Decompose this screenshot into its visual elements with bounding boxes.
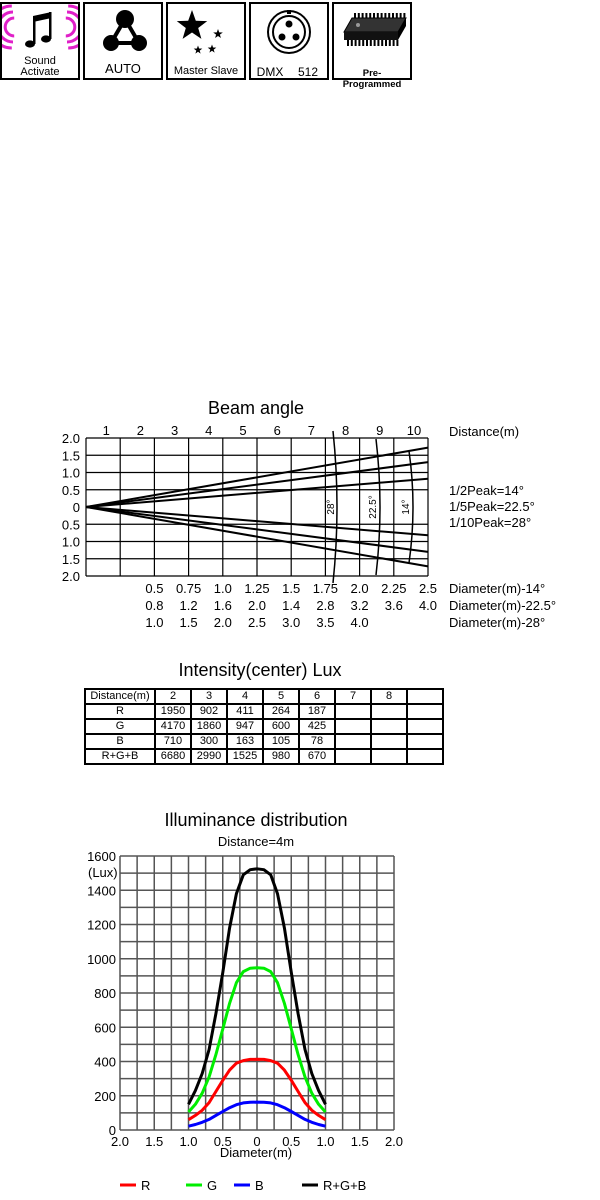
illum-y-tick: 400 bbox=[94, 1054, 116, 1070]
beam-x-tick: 3 bbox=[170, 423, 179, 438]
value-cell bbox=[407, 689, 443, 704]
beam-x-tick: 2 bbox=[136, 423, 145, 438]
illum-y-tick: 600 bbox=[94, 1020, 116, 1036]
sound-activate-icon bbox=[2, 4, 78, 54]
table-row bbox=[85, 734, 443, 749]
beam-x-tick: 9 bbox=[376, 423, 384, 438]
chip-pin-top-5 bbox=[373, 13, 375, 18]
dmx-label-1: DMX bbox=[256, 65, 284, 79]
row-label-cell: B bbox=[85, 734, 155, 749]
value-cell: 710 bbox=[155, 734, 191, 749]
sound-wave-left-0 bbox=[5, 18, 14, 36]
value-cell bbox=[335, 749, 371, 764]
chip-pin-top-10 bbox=[392, 13, 394, 18]
value-cell: 670 bbox=[299, 749, 335, 764]
value-cell: 600 bbox=[263, 719, 299, 734]
chip-pin-top-11 bbox=[396, 13, 398, 18]
master-slave-label: Master Slave bbox=[173, 65, 239, 77]
legend-label-B: B bbox=[255, 1178, 264, 1193]
beam-legend-item: 1/5Peak=22.5° bbox=[449, 499, 535, 514]
value-cell bbox=[407, 704, 443, 719]
pre-programmed-icon bbox=[334, 4, 410, 62]
beam-x-tick: 6 bbox=[273, 423, 281, 438]
value-cell: 980 bbox=[263, 749, 299, 764]
value-cell bbox=[335, 704, 371, 719]
value-cell: 6 bbox=[299, 689, 335, 704]
beam-angle-chart bbox=[0, 390, 600, 640]
chip-pin-bottom-4 bbox=[362, 40, 364, 46]
beam-diameter-value: 1.6 bbox=[213, 598, 232, 613]
beam-x-tick: 10 bbox=[406, 423, 422, 438]
chip-pin-bottom-1 bbox=[351, 40, 353, 46]
illum-x-tick: 1.0 bbox=[316, 1134, 335, 1149]
sound-wave-right-0 bbox=[66, 18, 75, 36]
dmx-box bbox=[249, 2, 329, 80]
auto-icon bbox=[85, 4, 161, 60]
value-cell bbox=[407, 734, 443, 749]
illum-y-tick: 1400 bbox=[87, 883, 116, 899]
beam-diameter-value: 2.8 bbox=[316, 598, 335, 613]
value-cell bbox=[371, 749, 407, 764]
illum-y-tick: 1600 bbox=[87, 849, 116, 864]
beam-diameter-value: 2.0 bbox=[247, 598, 267, 613]
chip-pin-top-0 bbox=[354, 13, 356, 18]
lux-table-title: Intensity(center) Lux bbox=[178, 660, 342, 680]
illum-x-tick: 0.5 bbox=[213, 1134, 232, 1149]
beam-y-tick: 1.5 bbox=[61, 551, 80, 567]
beam-diameter-row-label: Diameter(m)-28° bbox=[449, 615, 546, 630]
legend-label-R+G+B: R+G+B bbox=[323, 1178, 367, 1193]
beam-diameter-value: 2.5 bbox=[418, 581, 438, 596]
chip-pin-bottom-0 bbox=[347, 40, 349, 46]
beam-x-tick: 4 bbox=[205, 423, 213, 438]
chip-pin-bottom-12 bbox=[393, 40, 395, 46]
illum-y-tick: 200 bbox=[94, 1088, 116, 1104]
value-cell: 300 bbox=[191, 734, 227, 749]
beam-angle-label-2: 28° bbox=[326, 499, 337, 515]
chip-pin-bottom-13 bbox=[396, 40, 398, 46]
beam-title: Beam angle bbox=[207, 398, 305, 418]
chip-pin-top-6 bbox=[377, 13, 379, 18]
value-cell bbox=[335, 719, 371, 734]
legend-label-G: G bbox=[207, 1178, 218, 1193]
chip-pin-top-12 bbox=[400, 13, 402, 18]
beam-diameter-value: 0.5 bbox=[145, 581, 164, 596]
illum-x-tick: 1.5 bbox=[145, 1134, 164, 1149]
beam-diameter-value: 4.0 bbox=[350, 615, 369, 630]
illum-x-tick: 0.5 bbox=[282, 1134, 301, 1149]
illum-x-tick: 1.5 bbox=[350, 1134, 369, 1149]
illuminance-chart bbox=[0, 800, 600, 1200]
pre-programmed-label: Pre-Programmed bbox=[342, 68, 402, 90]
beam-diameter-value: 3.2 bbox=[350, 598, 369, 613]
beam-diameter-value: 1.0 bbox=[213, 581, 232, 596]
value-cell: 902 bbox=[191, 704, 227, 719]
chip-pin-bottom-2 bbox=[355, 40, 357, 46]
chip-pin-top-8 bbox=[384, 13, 386, 18]
illum-x-tick: 2.0 bbox=[384, 1134, 404, 1149]
beam-diameter-value: 1.5 bbox=[179, 615, 198, 630]
beam-diameter-value: 2.0 bbox=[213, 615, 232, 630]
beam-x-tick: 5 bbox=[239, 423, 247, 438]
chip-pin-bottom-3 bbox=[358, 40, 360, 46]
value-cell: 105 bbox=[263, 734, 299, 749]
beam-diameter-value: 3.0 bbox=[282, 615, 301, 630]
beam-diameter-value: 1.2 bbox=[179, 598, 198, 613]
illum-x-tick: 0 bbox=[253, 1134, 261, 1149]
chip-pin-bottom-10 bbox=[385, 40, 387, 46]
value-cell bbox=[407, 749, 443, 764]
illum-y-tick: 1000 bbox=[87, 951, 116, 967]
chip-pin-top-1 bbox=[358, 13, 360, 18]
chip-pin-bottom-11 bbox=[389, 40, 391, 46]
beam-x-tick: 8 bbox=[341, 423, 350, 438]
chip-pin-bottom-6 bbox=[370, 40, 372, 46]
value-cell: 7 bbox=[335, 689, 371, 704]
beam-diameter-value: 1.75 bbox=[312, 581, 339, 596]
chip-pin-bottom-5 bbox=[366, 40, 368, 46]
value-cell: 411 bbox=[227, 704, 263, 719]
illum-y-tick: 800 bbox=[94, 986, 116, 1001]
beam-diameter-value: 1.4 bbox=[282, 598, 301, 613]
beam-legend-item: 1/10Peak=28° bbox=[449, 515, 532, 530]
beam-angle-label-0: 14° bbox=[401, 499, 412, 515]
beam-y-tick: 0.5 bbox=[61, 517, 80, 533]
beam-diameter-value: 0.8 bbox=[145, 598, 164, 613]
beam-y-tick: 2.0 bbox=[61, 569, 80, 584]
value-cell: 5 bbox=[263, 689, 299, 704]
value-cell: 2 bbox=[155, 689, 191, 704]
beam-diameter-value: 4.0 bbox=[418, 598, 438, 613]
illum-x-tick: 1.0 bbox=[179, 1134, 198, 1149]
auto-label: AUTO bbox=[105, 61, 141, 76]
beam-y-tick: 1.5 bbox=[61, 448, 80, 464]
master-slave-icon bbox=[168, 4, 244, 60]
illum-x-tick: 2.0 bbox=[110, 1134, 130, 1149]
value-cell: 78 bbox=[299, 734, 335, 749]
table-row bbox=[85, 749, 443, 764]
value-cell bbox=[371, 719, 407, 734]
value-cell: 1525 bbox=[227, 749, 263, 764]
value-cell: 163 bbox=[227, 734, 263, 749]
illum-y-unit: (Lux) bbox=[88, 865, 118, 880]
beam-diameter-value: 3.6 bbox=[384, 598, 403, 613]
row-label-cell: Distance(m) bbox=[85, 689, 155, 704]
value-cell bbox=[371, 704, 407, 719]
value-cell: 6680 bbox=[155, 749, 191, 764]
illum-title: Illuminance distribution bbox=[164, 810, 348, 830]
value-cell bbox=[407, 719, 443, 734]
value-cell bbox=[335, 734, 371, 749]
chip-pin-top-4 bbox=[369, 13, 371, 18]
sound-label-2: Activate bbox=[20, 66, 60, 78]
beam-diameter-value: 1.5 bbox=[282, 581, 301, 596]
feature-icons bbox=[0, 0, 600, 90]
beam-x-tick: 7 bbox=[307, 423, 316, 438]
beam-y-tick: 1.0 bbox=[61, 465, 80, 481]
sound-activate-box bbox=[0, 2, 80, 80]
beam-y-tick: 2.0 bbox=[61, 431, 80, 446]
illum-y-tick: 0 bbox=[108, 1123, 116, 1138]
beam-diameter-value: 1.0 bbox=[145, 615, 164, 630]
beam-diameter-row-label: Diameter(m)-22.5° bbox=[449, 598, 557, 613]
row-label-cell: R bbox=[85, 704, 155, 719]
master-slave-box bbox=[166, 2, 246, 80]
dmx-label-2: 512 bbox=[297, 65, 319, 79]
row-label-cell: G bbox=[85, 719, 155, 734]
row-label-cell: R+G+B bbox=[85, 749, 155, 764]
value-cell bbox=[371, 734, 407, 749]
value-cell: 187 bbox=[299, 704, 335, 719]
beam-diameter-value: 2.25 bbox=[381, 581, 407, 596]
table-row bbox=[85, 704, 443, 719]
value-cell: 4 bbox=[227, 689, 263, 704]
value-cell: 8 bbox=[371, 689, 407, 704]
illum-subtitle: Distance=4m bbox=[217, 834, 295, 849]
beam-x-tick: 1 bbox=[102, 423, 110, 438]
chip-pin-top-2 bbox=[362, 13, 364, 18]
chip-pin-top-9 bbox=[388, 13, 390, 18]
pre-programmed-box bbox=[332, 2, 412, 90]
chip-pin-top-13 bbox=[403, 13, 405, 18]
chip-pin-bottom-9 bbox=[381, 40, 383, 46]
value-cell: 2990 bbox=[191, 749, 227, 764]
value-cell: 1950 bbox=[155, 704, 191, 719]
beam-diameter-row-label: Diameter(m)-14° bbox=[449, 581, 546, 596]
chip-pin-top-7 bbox=[381, 13, 383, 18]
value-cell: 3 bbox=[191, 689, 227, 704]
beam-diameter-value: 3.5 bbox=[316, 615, 335, 630]
beam-diameter-value: 1.25 bbox=[244, 581, 270, 596]
value-cell: 264 bbox=[263, 704, 299, 719]
beam-y-tick: 0.5 bbox=[61, 482, 80, 498]
beam-y-tick: 1.0 bbox=[61, 534, 80, 550]
table-row bbox=[85, 719, 443, 734]
value-cell: 947 bbox=[227, 719, 263, 734]
illum-y-tick: 1200 bbox=[87, 917, 116, 933]
intensity-table bbox=[84, 688, 444, 765]
value-cell: 4170 bbox=[155, 719, 191, 734]
value-cell: 425 bbox=[299, 719, 335, 734]
dmx-512-icon bbox=[251, 4, 327, 60]
sound-wave-right-1 bbox=[67, 12, 78, 42]
beam-y-tick: 0 bbox=[72, 500, 80, 515]
illum-x-label: Diameter(m) bbox=[219, 1145, 293, 1160]
beam-diameter-value: 0.75 bbox=[175, 581, 202, 596]
beam-x-label: Distance(m) bbox=[449, 424, 520, 439]
beam-diameter-value: 2.0 bbox=[350, 581, 369, 596]
legend-label-R: R bbox=[141, 1178, 151, 1193]
auto-box bbox=[83, 2, 163, 80]
sound-wave-left-1 bbox=[2, 12, 13, 42]
beam-legend-item: 1/2Peak=14° bbox=[449, 483, 524, 498]
chip-pin-bottom-7 bbox=[374, 40, 376, 46]
table-header-row bbox=[85, 689, 443, 704]
chip-pin-top-3 bbox=[365, 13, 367, 18]
beam-diameter-value: 2.5 bbox=[247, 615, 267, 630]
sound-label-1: Sound bbox=[24, 55, 56, 67]
value-cell: 1860 bbox=[191, 719, 227, 734]
beam-angle-label-1: 22.5° bbox=[368, 495, 379, 519]
chip-pin-bottom-8 bbox=[377, 40, 379, 46]
